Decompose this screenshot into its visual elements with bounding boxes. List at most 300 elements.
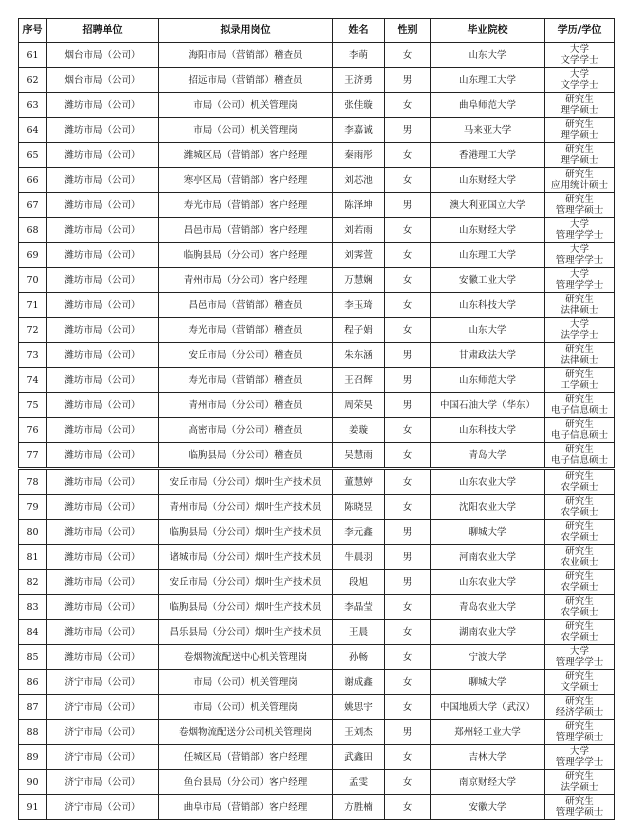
cell-unit: 潍坊市局（公司） [47, 243, 159, 268]
table-row [19, 368, 615, 393]
cell-unit: 潍坊市局（公司） [47, 293, 159, 318]
cell-degree [545, 795, 615, 820]
header-degree: 学历/学位 [545, 19, 615, 43]
degree-title: 法律硕士 [560, 305, 599, 316]
cell-name: 刘若雨 [333, 218, 385, 243]
cell-gender: 男 [385, 68, 431, 93]
degree-title: 理学硕士 [560, 155, 599, 166]
cell-post: 临朐县局（分公司）烟叶生产技术员 [159, 520, 333, 545]
cell-degree [545, 620, 615, 645]
cell-school: 马来亚大学 [431, 118, 545, 143]
education-level: 研究生 [565, 596, 594, 607]
cell-school: 沈阳农业大学 [431, 495, 545, 520]
table-row [19, 118, 615, 143]
degree-title: 法律硕士 [560, 355, 599, 366]
cell-index: 71 [19, 293, 47, 318]
cell-gender: 女 [385, 143, 431, 168]
table-row [19, 545, 615, 570]
cell-gender: 女 [385, 93, 431, 118]
cell-name: 王召辉 [333, 368, 385, 393]
cell-unit: 烟台市局（公司） [47, 43, 159, 68]
cell-gender: 女 [385, 218, 431, 243]
cell-school: 安徽大学 [431, 795, 545, 820]
cell-gender: 女 [385, 595, 431, 620]
degree-title: 管理学学士 [555, 757, 604, 768]
cell-index: 81 [19, 545, 47, 570]
education-level: 研究生 [565, 94, 594, 105]
cell-school: 中国地质大学（武汉） [431, 695, 545, 720]
cell-gender: 女 [385, 745, 431, 770]
cell-index: 85 [19, 645, 47, 670]
cell-unit: 潍坊市局（公司） [47, 443, 159, 469]
cell-index: 66 [19, 168, 47, 193]
degree-title: 管理学学士 [555, 657, 604, 668]
cell-school: 山东大学 [431, 43, 545, 68]
cell-gender: 女 [385, 469, 431, 495]
education-level: 大学 [569, 646, 589, 657]
degree-title: 管理学硕士 [555, 807, 604, 818]
cell-post: 招远市局（营销部）稽查员 [159, 68, 333, 93]
table-row [19, 570, 615, 595]
table-row [19, 293, 615, 318]
cell-degree [545, 745, 615, 770]
cell-unit: 济宁市局（公司） [47, 770, 159, 795]
cell-index: 82 [19, 570, 47, 595]
cell-unit: 济宁市局（公司） [47, 695, 159, 720]
education-level: 研究生 [565, 419, 594, 430]
cell-unit: 济宁市局（公司） [47, 670, 159, 695]
cell-index: 74 [19, 368, 47, 393]
cell-post: 任城区局（营销部）客户经理 [159, 745, 333, 770]
cell-school: 山东理工大学 [431, 68, 545, 93]
cell-school: 中国石油大学（华东） [431, 393, 545, 418]
degree-title: 文学硕士 [560, 682, 599, 693]
table-row [19, 745, 615, 770]
cell-school: 山东大学 [431, 318, 545, 343]
degree-title: 法学学士 [560, 330, 599, 341]
cell-gender: 男 [385, 393, 431, 418]
degree-title: 农学硕士 [560, 482, 599, 493]
cell-school: 山东农业大学 [431, 570, 545, 595]
cell-school: 青岛大学 [431, 443, 545, 469]
cell-name: 段旭 [333, 570, 385, 595]
cell-index: 86 [19, 670, 47, 695]
cell-post: 临朐县局（分公司）稽查员 [159, 443, 333, 469]
cell-index: 79 [19, 495, 47, 520]
cell-name: 孟雯 [333, 770, 385, 795]
cell-unit: 潍坊市局（公司） [47, 318, 159, 343]
cell-degree [545, 93, 615, 118]
cell-degree [545, 595, 615, 620]
cell-gender: 女 [385, 243, 431, 268]
cell-name: 武鑫田 [333, 745, 385, 770]
cell-school: 澳大利亚国立大学 [431, 193, 545, 218]
cell-gender: 女 [385, 620, 431, 645]
cell-unit: 济宁市局（公司） [47, 795, 159, 820]
cell-degree [545, 770, 615, 795]
cell-name: 张佳璇 [333, 93, 385, 118]
degree-title: 法学硕士 [560, 782, 599, 793]
education-level: 研究生 [565, 194, 594, 205]
degree-title: 电子信息硕士 [550, 430, 608, 441]
degree-title: 工学硕士 [560, 380, 599, 391]
cell-degree [545, 68, 615, 93]
education-level: 大学 [569, 319, 589, 330]
cell-index: 65 [19, 143, 47, 168]
degree-title: 管理学学士 [555, 230, 604, 241]
table-row [19, 193, 615, 218]
education-level: 研究生 [565, 571, 594, 582]
education-level: 大学 [569, 269, 589, 280]
table-row [19, 495, 615, 520]
cell-post: 市局（公司）机关管理岗 [159, 93, 333, 118]
cell-degree [545, 293, 615, 318]
cell-unit: 潍坊市局（公司） [47, 368, 159, 393]
cell-school: 曲阜师范大学 [431, 93, 545, 118]
education-level: 大学 [569, 746, 589, 757]
table-row [19, 318, 615, 343]
cell-index: 80 [19, 520, 47, 545]
cell-gender: 女 [385, 795, 431, 820]
degree-title: 文学学士 [560, 55, 599, 66]
cell-school: 聊城大学 [431, 670, 545, 695]
cell-degree [545, 43, 615, 68]
cell-gender: 男 [385, 193, 431, 218]
header-name: 姓名 [333, 19, 385, 43]
cell-degree [545, 645, 615, 670]
cell-post: 曲阜市局（营销部）客户经理 [159, 795, 333, 820]
cell-post: 市局（公司）机关管理岗 [159, 118, 333, 143]
cell-name: 陈泽坤 [333, 193, 385, 218]
cell-name: 李嘉诚 [333, 118, 385, 143]
table-row [19, 469, 615, 495]
cell-name: 万慧娴 [333, 268, 385, 293]
table-row [19, 645, 615, 670]
cell-unit: 潍坊市局（公司） [47, 168, 159, 193]
cell-unit: 潍坊市局（公司） [47, 118, 159, 143]
cell-post: 卷烟物流配送中心机关管理岗 [159, 645, 333, 670]
cell-index: 73 [19, 343, 47, 368]
cell-school: 吉林大学 [431, 745, 545, 770]
cell-gender: 男 [385, 343, 431, 368]
education-level: 研究生 [565, 621, 594, 632]
cell-name: 李玉琦 [333, 293, 385, 318]
cell-unit: 潍坊市局（公司） [47, 268, 159, 293]
cell-gender: 男 [385, 570, 431, 595]
cell-gender: 女 [385, 318, 431, 343]
cell-gender: 女 [385, 268, 431, 293]
cell-degree [545, 570, 615, 595]
cell-degree [545, 168, 615, 193]
table-row [19, 595, 615, 620]
cell-unit: 潍坊市局（公司） [47, 620, 159, 645]
education-level: 研究生 [565, 444, 594, 455]
cell-gender: 男 [385, 545, 431, 570]
cell-post: 海阳市局（营销部）稽查员 [159, 43, 333, 68]
degree-title: 管理学硕士 [555, 732, 604, 743]
cell-school: 南京财经大学 [431, 770, 545, 795]
cell-post: 寿光市局（营销部）客户经理 [159, 193, 333, 218]
cell-index: 78 [19, 469, 47, 495]
table-header-row [19, 19, 615, 43]
cell-post: 青州市局（分公司）烟叶生产技术员 [159, 495, 333, 520]
cell-degree [545, 695, 615, 720]
cell-school: 山东科技大学 [431, 418, 545, 443]
cell-index: 88 [19, 720, 47, 745]
cell-school: 山东科技大学 [431, 293, 545, 318]
education-level: 研究生 [565, 696, 594, 707]
education-level: 研究生 [565, 471, 594, 482]
cell-degree [545, 243, 615, 268]
table-row [19, 168, 615, 193]
education-level: 研究生 [565, 294, 594, 305]
cell-post: 高密市局（分公司）稽查员 [159, 418, 333, 443]
education-level: 研究生 [565, 546, 594, 557]
cell-index: 91 [19, 795, 47, 820]
cell-name: 吴慧雨 [333, 443, 385, 469]
cell-post: 昌邑市局（营销部）稽查员 [159, 293, 333, 318]
cell-school: 郑州轻工业大学 [431, 720, 545, 745]
cell-school: 山东财经大学 [431, 168, 545, 193]
cell-unit: 潍坊市局（公司） [47, 143, 159, 168]
cell-index: 75 [19, 393, 47, 418]
table-row [19, 720, 615, 745]
cell-degree [545, 218, 615, 243]
cell-name: 陈晓昱 [333, 495, 385, 520]
cell-name: 李元鑫 [333, 520, 385, 545]
cell-gender: 女 [385, 168, 431, 193]
cell-school: 河南农业大学 [431, 545, 545, 570]
cell-degree [545, 268, 615, 293]
table-body [19, 43, 615, 820]
cell-gender: 女 [385, 645, 431, 670]
cell-school: 宁波大学 [431, 645, 545, 670]
cell-gender: 女 [385, 670, 431, 695]
cell-gender: 女 [385, 418, 431, 443]
cell-post: 青州市局（分公司）稽查员 [159, 393, 333, 418]
cell-gender: 女 [385, 495, 431, 520]
degree-title: 经济学硕士 [555, 707, 604, 718]
cell-gender: 女 [385, 293, 431, 318]
table-row [19, 218, 615, 243]
cell-school: 聊城大学 [431, 520, 545, 545]
cell-post: 潍城区局（营销部）客户经理 [159, 143, 333, 168]
education-level: 研究生 [565, 344, 594, 355]
cell-index: 69 [19, 243, 47, 268]
cell-school: 山东农业大学 [431, 469, 545, 495]
cell-post: 寿光市局（营销部）稽查员 [159, 368, 333, 393]
cell-gender: 女 [385, 770, 431, 795]
education-level: 研究生 [565, 796, 594, 807]
education-level: 大学 [569, 44, 589, 55]
education-level: 研究生 [565, 721, 594, 732]
cell-index: 77 [19, 443, 47, 469]
table-row [19, 620, 615, 645]
cell-gender: 男 [385, 520, 431, 545]
cell-unit: 潍坊市局（公司） [47, 595, 159, 620]
degree-title: 农学硕士 [560, 632, 599, 643]
cell-post: 临朐县局（分公司）客户经理 [159, 243, 333, 268]
cell-index: 90 [19, 770, 47, 795]
cell-post: 寒亭区局（营销部）客户经理 [159, 168, 333, 193]
cell-index: 64 [19, 118, 47, 143]
header-gender: 性别 [385, 19, 431, 43]
cell-unit: 潍坊市局（公司） [47, 570, 159, 595]
cell-degree [545, 670, 615, 695]
education-level: 研究生 [565, 369, 594, 380]
cell-degree [545, 343, 615, 368]
cell-degree [545, 520, 615, 545]
cell-name: 秦雨彤 [333, 143, 385, 168]
table-row [19, 93, 615, 118]
education-level: 研究生 [565, 771, 594, 782]
cell-post: 安丘市局（分公司）烟叶生产技术员 [159, 469, 333, 495]
table-row [19, 268, 615, 293]
cell-school: 甘肃政法大学 [431, 343, 545, 368]
table-row [19, 43, 615, 68]
cell-unit: 潍坊市局（公司） [47, 495, 159, 520]
table-row [19, 520, 615, 545]
cell-degree [545, 193, 615, 218]
cell-name: 方胜楠 [333, 795, 385, 820]
table-row [19, 68, 615, 93]
cell-index: 70 [19, 268, 47, 293]
cell-name: 王晨 [333, 620, 385, 645]
cell-unit: 烟台市局（公司） [47, 68, 159, 93]
cell-gender: 女 [385, 695, 431, 720]
cell-index: 63 [19, 93, 47, 118]
cell-name: 谢成鑫 [333, 670, 385, 695]
education-level: 研究生 [565, 496, 594, 507]
cell-index: 83 [19, 595, 47, 620]
cell-school: 山东师范大学 [431, 368, 545, 393]
cell-unit: 济宁市局（公司） [47, 745, 159, 770]
degree-title: 农学硕士 [560, 507, 599, 518]
cell-degree [545, 418, 615, 443]
cell-unit: 潍坊市局（公司） [47, 93, 159, 118]
cell-school: 山东理工大学 [431, 243, 545, 268]
cell-post: 鱼台县局（分公司）客户经理 [159, 770, 333, 795]
table-row [19, 243, 615, 268]
cell-degree [545, 143, 615, 168]
cell-index: 67 [19, 193, 47, 218]
cell-degree [545, 443, 615, 469]
cell-school: 安徽工业大学 [431, 268, 545, 293]
cell-index: 61 [19, 43, 47, 68]
degree-title: 理学硕士 [560, 130, 599, 141]
education-level: 研究生 [565, 394, 594, 405]
cell-school: 湖南农业大学 [431, 620, 545, 645]
cell-degree [545, 368, 615, 393]
cell-name: 朱东涵 [333, 343, 385, 368]
header-school: 毕业院校 [431, 19, 545, 43]
cell-name: 王济勇 [333, 68, 385, 93]
header-post: 拟录用岗位 [159, 19, 333, 43]
cell-degree [545, 545, 615, 570]
cell-school: 山东财经大学 [431, 218, 545, 243]
degree-title: 农业硕士 [560, 557, 599, 568]
cell-degree [545, 495, 615, 520]
table-row [19, 443, 615, 469]
cell-gender: 女 [385, 43, 431, 68]
cell-post: 诸城市局（分公司）烟叶生产技术员 [159, 545, 333, 570]
cell-unit: 潍坊市局（公司） [47, 520, 159, 545]
cell-gender: 男 [385, 720, 431, 745]
cell-name: 刘霁萱 [333, 243, 385, 268]
cell-degree [545, 393, 615, 418]
cell-unit: 潍坊市局（公司） [47, 645, 159, 670]
cell-name: 姜璇 [333, 418, 385, 443]
cell-degree [545, 469, 615, 495]
degree-title: 应用统计硕士 [550, 180, 608, 191]
table-row [19, 695, 615, 720]
table-row [19, 393, 615, 418]
cell-name: 李萌 [333, 43, 385, 68]
cell-index: 87 [19, 695, 47, 720]
cell-name: 姚思宇 [333, 695, 385, 720]
header-unit: 招聘单位 [47, 19, 159, 43]
education-level: 研究生 [565, 144, 594, 155]
cell-school: 香港理工大学 [431, 143, 545, 168]
cell-name: 周荣昊 [333, 393, 385, 418]
cell-index: 84 [19, 620, 47, 645]
cell-school: 青岛农业大学 [431, 595, 545, 620]
hiring-list-page [18, 18, 615, 820]
cell-unit: 潍坊市局（公司） [47, 469, 159, 495]
cell-post: 昌乐县局（分公司）烟叶生产技术员 [159, 620, 333, 645]
cell-name: 李晶莹 [333, 595, 385, 620]
table-row [19, 670, 615, 695]
degree-title: 电子信息硕士 [550, 405, 608, 416]
cell-gender: 女 [385, 443, 431, 469]
cell-post: 安丘市局（分公司）烟叶生产技术员 [159, 570, 333, 595]
cell-degree [545, 118, 615, 143]
education-level: 大学 [569, 69, 589, 80]
cell-unit: 潍坊市局（公司） [47, 418, 159, 443]
degree-title: 管理学学士 [555, 280, 604, 291]
table-row [19, 795, 615, 820]
cell-unit: 潍坊市局（公司） [47, 218, 159, 243]
cell-unit: 济宁市局（公司） [47, 720, 159, 745]
degree-title: 管理学硕士 [555, 205, 604, 216]
cell-unit: 潍坊市局（公司） [47, 193, 159, 218]
table-row [19, 343, 615, 368]
cell-post: 昌邑市局（营销部）客户经理 [159, 218, 333, 243]
cell-name: 董慧婷 [333, 469, 385, 495]
cell-gender: 男 [385, 118, 431, 143]
cell-post: 临朐县局（分公司）烟叶生产技术员 [159, 595, 333, 620]
degree-title: 电子信息硕士 [550, 455, 608, 466]
table-row [19, 418, 615, 443]
cell-index: 76 [19, 418, 47, 443]
cell-name: 刘芯池 [333, 168, 385, 193]
table-row [19, 143, 615, 168]
education-level: 大学 [569, 219, 589, 230]
header-index: 序号 [19, 19, 47, 43]
cell-gender: 男 [385, 368, 431, 393]
cell-name: 王刘杰 [333, 720, 385, 745]
cell-post: 市局（公司）机关管理岗 [159, 670, 333, 695]
table-row [19, 770, 615, 795]
education-level: 研究生 [565, 119, 594, 130]
cell-index: 72 [19, 318, 47, 343]
education-level: 研究生 [565, 671, 594, 682]
degree-title: 农学硕士 [560, 532, 599, 543]
cell-post: 青州市局（分公司）客户经理 [159, 268, 333, 293]
education-level: 研究生 [565, 169, 594, 180]
degree-title: 文学学士 [560, 80, 599, 91]
cell-name: 牛晨羽 [333, 545, 385, 570]
